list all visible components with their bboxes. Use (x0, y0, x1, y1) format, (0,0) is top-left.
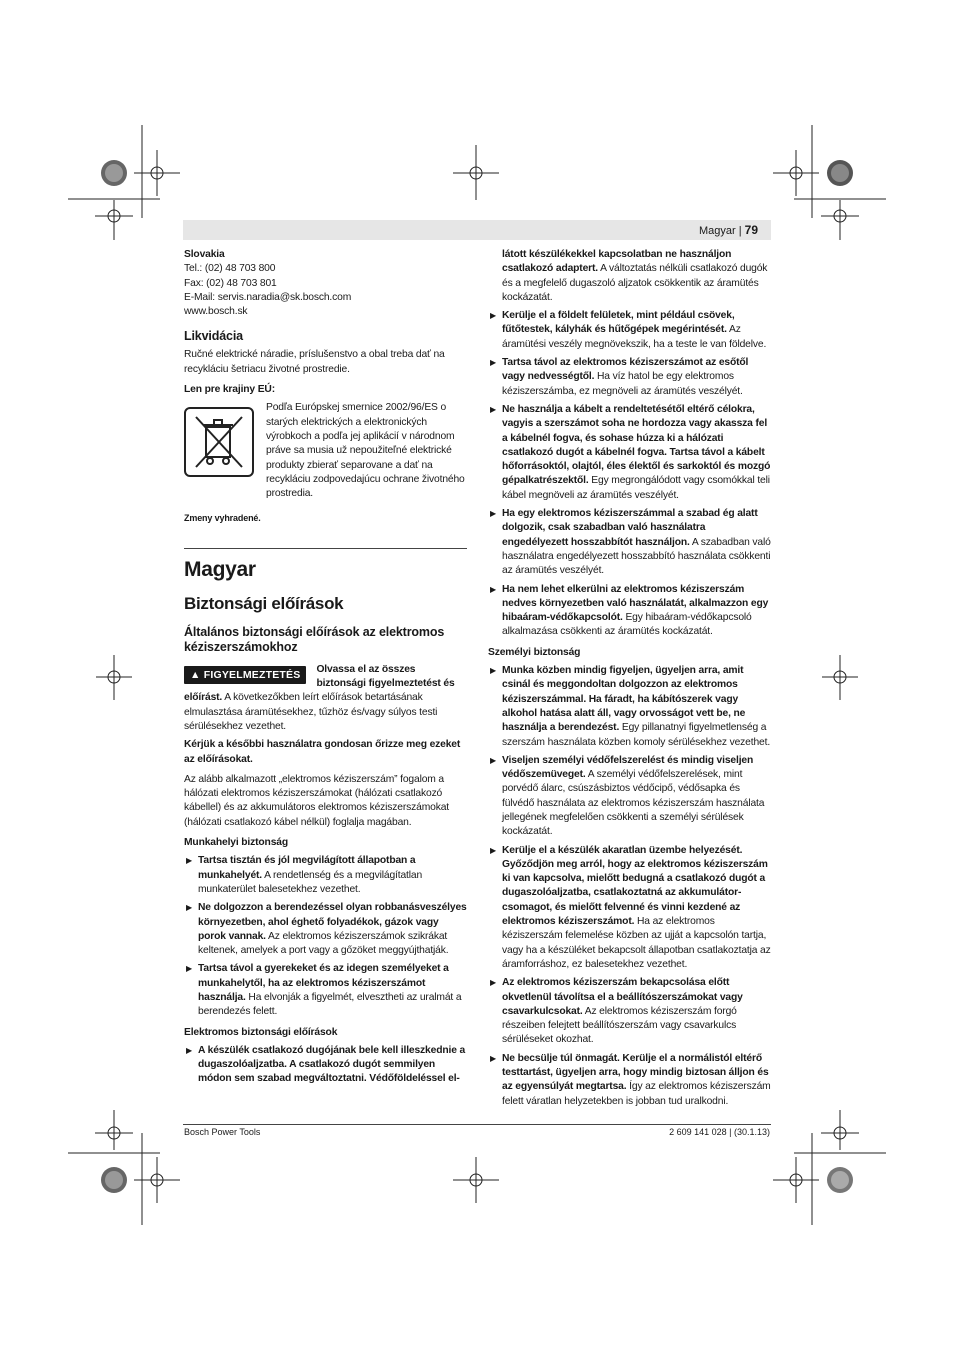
language-title: Magyar (184, 557, 256, 581)
fax: Fax: (02) 48 703 801 (184, 277, 277, 289)
work-area-title: Munkahelyi biztonság (184, 837, 288, 849)
personal-safety-title: Személyi biztonság (488, 646, 581, 658)
warning-triangle-icon: ▲ (190, 668, 201, 681)
general-safety-title: Általános biztonsági előírások az elektromos kéziszerszámokhoz (184, 624, 445, 654)
disposal-text: Ručné elektrické náradie, príslušenstvo a obal treba dať na recykláciu šetriacu životné prostredie. (184, 349, 445, 375)
page-header: Magyar | 79 (698, 223, 758, 237)
page-header-bar (183, 220, 771, 240)
header-section: Magyar (698, 225, 736, 237)
list-item: ▶ Kerülje el a készülék akaratlan üzembe helyezését. Győződjön meg arról, hogy az elektromos kéziszerszám ki van kapcsolva, mielőtt bedugná a csatlakozó dugót a dugaszolóaljzatba, csatlakoztatná az akkumulátor-csomagot, és mielőtt felvenné és vinni kezdené az elektromos kéziszerszámot. Ha az elektromos kéziszerszám felemelése közben az ujját a kapcsolón tartja, vagy ha a készüléket bekapcsolt állapotban csatlakoztatja az áramforráshoz, ez balesetekhez vezethet. (488, 844, 771, 973)
disposal-title: Likvidácia (184, 329, 243, 344)
weee-block (184, 401, 467, 501)
definition-text: Az alább alkalmazott „elektromos kéziszerszám” fogalom a hálózati elektromos kéziszerszámokat (hálózati csatlakozó kábellel) és az akkumulátoros elektromos kéziszerszámokat (hálózati csatlakozó kábel nélkül) foglalja magában. (184, 773, 449, 828)
section-divider (184, 548, 467, 549)
list-item: ▶ Ne becsülje túl önmagát. Kerülje el a normálistól eltérő testtartást, ügyeljen arra, hogy mindig biztosan álljon és az egyensúlyát megtartsa. Így az elektromos kéziszerszám felett váratlan helyzetekben is jobban tud uralkodni. (488, 1052, 771, 1109)
list-item: ▶ Ha egy elektromos kéziszerszámmal a szabad ég alatt dolgozik, csak szabadban való használatra engedélyezett hosszabbítót használjon. A szabadban való használatra engedélyezett hosszabbító használata csökkenti az áramütés veszélyét. (488, 507, 771, 578)
phone: Tel.: (02) 48 703 800 (184, 263, 276, 275)
list-item: ▶ Tartsa tisztán és jól megvilágított állapotban a munkahelyét. A rendetlenség és a megvilágítatlan munkaterület balesetekhez vezethet. (184, 854, 467, 897)
electrical-title: Elektromos biztonsági előírások (184, 1026, 338, 1038)
list-item: ▶ Tartsa távol az elektromos kéziszerszámot az esőtől vagy nedvességtől. Ha víz hatol be egy elektromos kéziszerszámba, ez megnöveli az áramütés veszélyét. (488, 356, 771, 399)
list-item: ▶ Ha nem lehet elkerülni az elektromos kéziszerszám nedves környezetben való használatát, alkalmazzon egy hibaáram-védőkapcsolót. Egy hibaáram-védőkapcsoló alkalmazása csökkenti az áramütés kockázatát. (488, 583, 771, 640)
list-item: ▶ Tartsa távol a gyerekeket és az idegen személyeket a munkahelytől, ha az elektromos kéziszerszámot használja. Ha elvonják a figyelmét, elvesztheti az uralmát a berendezés felett. (184, 962, 467, 1019)
list-item: ▶ Ne használja a kábelt a rendeltetésétől eltérő célokra, vagyis a szerszámot soha ne hordozza vagy akassza fel a kábelnél fogva, és sohase húzza ki a hálózati csatlakozó dugót a kábelnél fogva. Tartsa távol a kábelt hőforrásoktól, olajtól, éles élektől és sarkoktól és mozgó gépalkatrészektől. Egy megrongálódott vagy csomókkal teli kábel megnöveli az áramütés veszélyét. (488, 403, 771, 503)
list-item: ▶ Az elektromos kéziszerszám bekapcsolása előtt okvetlenül távolítsa el a beállítószerszámokat vagy csavarkulcsokat. Az elektromos kéziszerszám forgó részeiben felejtett beállítószerszám vagy csavarkulcs sérüléseket okozhat. (488, 976, 771, 1047)
list-item: ▶ A készülék csatlakozó dugójának bele kell illeszkednie a dugaszolóaljzatba. A csatlakozó dugót semmilyen módon sem szabad megváltoztatni. Védőföldeléssel el- (184, 1044, 467, 1087)
page-number: 79 (744, 223, 758, 237)
list-item: ▶ Munka közben mindig figyeljen, ügyeljen arra, amit csinál és meggondoltan dolgozzon az elektromos kéziszerszámmal. Ha fáradt, ha kábítószerek vagy alkohol hatása alatt áll, vagy orvosságot vett be, ne használja a berendezést. Egy pillanatnyi figyelmetlenség a szerszám használata közben komoly sérülésekhez vezethet. (488, 664, 771, 750)
eu-directive-text: Podľa Európskej smernice 2002/96/ES o starých elektrických a elektronických výrobkoch a podľa jej aplikácií v národnom práve sa musia už nepoužiteľné elektrické produkty zbierať separovane a dať na recykláciu zodpovedajúcu ochrane životného prostredia. (266, 402, 465, 500)
list-item-continued: látott készülékekkel kapcsolatban ne használjon csatlakozó adaptert. A változtatás nélküli csatlakozó dugók és a megfelelő dugaszoló aljzatok csökkentik az áramütés kockázatát. (502, 249, 768, 303)
warning-bold: Olvassa el az összes biztonsági figyelmeztetést és előírást. (184, 663, 455, 704)
list-item: ▶ Viseljen személyi védőfelszerelést és mindig viseljen védőszemüveget. A személyi védőfelszerelések, mint porvédő álarc, csúszásbiztos védőcipő, védősapka és fülvédő használata az elektromos kéziszerszám használata jellegének megfelelően csökkenti a személyi sérülések kockázatát. (488, 754, 771, 840)
website: www.bosch.sk (184, 306, 248, 318)
footer-brand: Bosch Power Tools (184, 1127, 261, 1137)
footer-divider (183, 1124, 771, 1125)
warning-badge: ▲ FIGYELMEZTETÉS (184, 666, 306, 684)
list-item: ▶ Ne dolgozzon a berendezéssel olyan robbanásveszélyes környezetben, ahol éghető folyadékok, gázok vagy porok vannak. Az elektromos kéziszerszámok szikrákat keltenek, amelyek a port vagy a gőzöket meggyújthatják. (184, 901, 467, 958)
right-column (488, 248, 771, 1109)
email: E-Mail: servis.naradia@sk.bosch.com (184, 291, 352, 303)
eu-title: Len pre krajiny EÚ: (184, 384, 275, 396)
changes-note: Zmeny vyhradené. (184, 513, 261, 524)
safety-title: Biztonsági előírások (184, 593, 344, 613)
list-item: ▶ Kerülje el a földelt felületek, mint például csövek, fűtőtestek, kályhák és hűtőgépek megérintését. Az áramütési veszély megnövekszik, ha a teste le van földelve. (488, 309, 771, 352)
warning-text: A következőkben leírt előírások betartásának elmulasztása áramütésekhez, tűzhöz és/vagy súlyos testi sérülésekhez vezethet. (184, 692, 438, 732)
footer-doc-number: 2 609 141 028 | (30.1.13) (669, 1127, 770, 1137)
crossed-out-wheelie-bin-icon (184, 407, 254, 477)
country-name: Slovakia (184, 249, 225, 260)
left-column (184, 248, 467, 1087)
warning-block (184, 663, 467, 734)
keep-instructions: Kérjük a későbbi használatra gondosan őrizze meg ezeket az előírásokat. (184, 739, 461, 765)
